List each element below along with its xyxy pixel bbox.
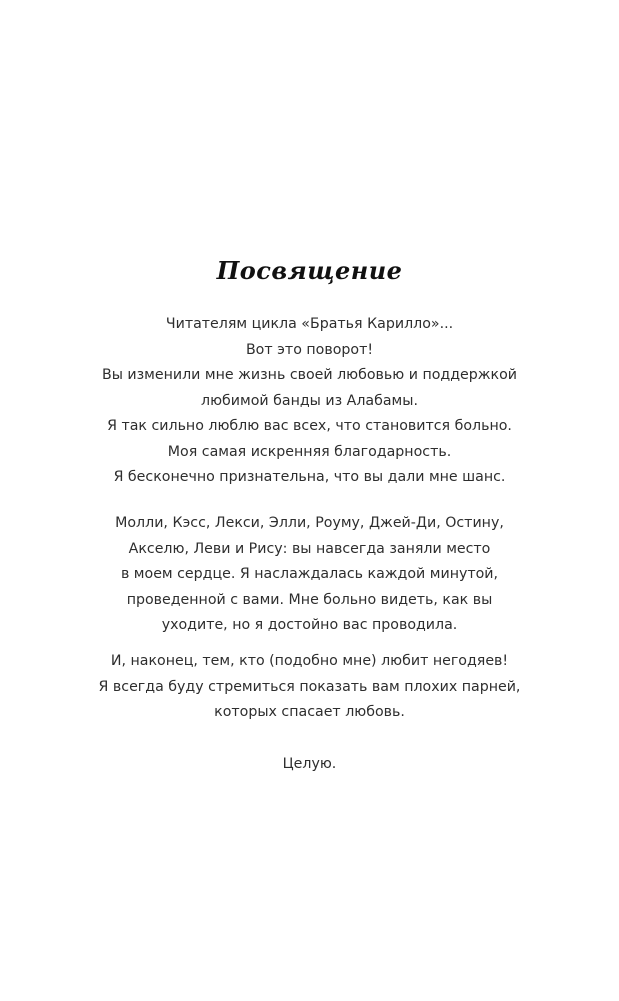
text-line: Я всегда буду стремиться показать вам плохих парней, xyxy=(98,678,521,695)
text-line: Целую. xyxy=(282,756,337,772)
text-line: проведенной с вами. Мне больно видеть, как вы xyxy=(126,591,493,608)
text-line: Вот это поворот! xyxy=(245,341,374,358)
text-line: Молли, Кэсс, Лекси, Элли, Роуму, Джей-Ди, Остину, xyxy=(115,515,504,531)
text-line: Я бесконечно признательна, что вы дали мне шанс. xyxy=(113,469,506,485)
sign-off xyxy=(0,752,619,778)
text-line: Акселю, Леви и Рису: вы навсегда заняли место xyxy=(128,540,491,557)
text-line: Читателям цикла «Братья Карилло»... xyxy=(165,316,454,332)
text-line: И, наконец, тем, кто (подобно мне) любит негодяев! xyxy=(110,653,509,669)
text-line: уходите, но я достойно вас проводила. xyxy=(161,617,458,633)
dedication-title: Посвящение xyxy=(216,256,403,285)
text-line: которых спасает любовь. xyxy=(214,704,405,720)
text-line: Моя самая искренняя благодарность. xyxy=(167,443,452,460)
text-line: Я так сильно люблю вас всех, что становится больно. xyxy=(107,418,512,434)
paragraph-2 xyxy=(0,511,619,639)
text-line: Вы изменили мне жизнь своей любовью и поддержкой xyxy=(101,367,518,383)
paragraph-3 xyxy=(0,649,619,726)
text-line: любимой банды из Алабамы. xyxy=(201,392,418,409)
paragraph-1 xyxy=(0,312,619,491)
text-line: в моем сердце. Я наслаждалась каждой минутой, xyxy=(120,566,499,582)
